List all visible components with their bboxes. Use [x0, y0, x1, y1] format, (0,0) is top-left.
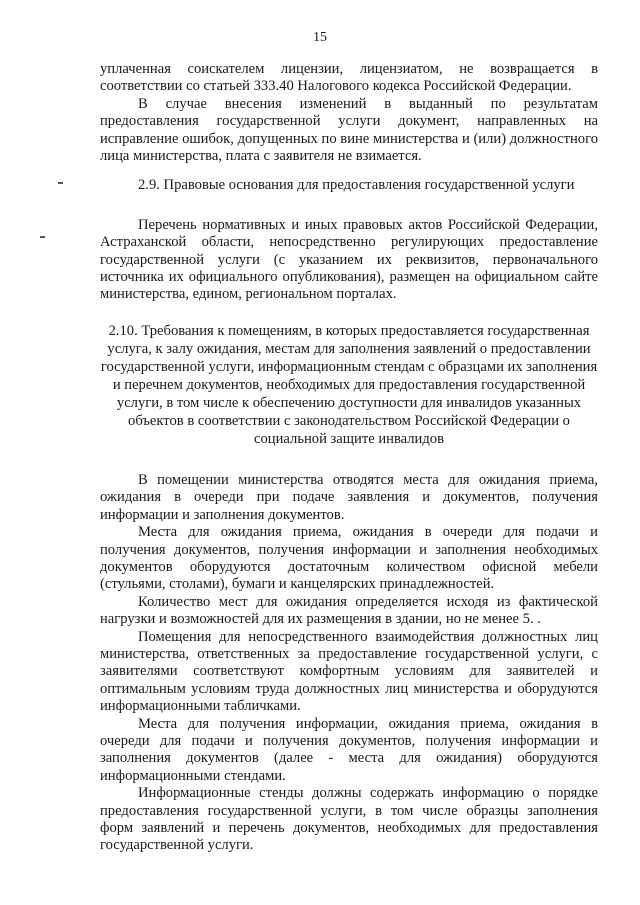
scan-mark — [58, 182, 63, 184]
paragraph: Места для ожидания приема, ожидания в очереди для подачи и получения документов, получения информации и заполнения необходимых документов оборудуются достаточным количеством офисной мебели (стульями, столами), бумаги и канцелярских принадлежностей. — [100, 524, 598, 593]
document-body — [100, 61, 598, 855]
paragraph: В случае внесения изменений в выданный по результатам предоставления государственной услуги документ, направленных на исправление ошибок, допущенных по вине министерства и (или) должностного лица министерства, плата с заявителя не взимается. — [100, 95, 598, 165]
paragraph: Места для получения информации, ожидания приема, ожидания в очереди для подачи и получения документов, получения информации и заполнения документов (далее - места для ожидания) оборудуются информационными стендами. — [100, 715, 598, 784]
section-heading-2-9: 2.9. Правовые основания для предоставления государственной услуги — [138, 177, 575, 194]
section-heading-2-10: 2.10. Требования к помещениям, в которых предоставляется государственная услуга, к залу ожидания, местам для заполнения заявлений о предоставлении государственной услуги, информационным стендам с образцами их заполнения и перечнем документов, необходимых для предоставления государственной услуги, в том числе к обеспечению доступности для инвалидов указанных объектов в соответствии с законодательством Российской Федерации о социальной защите инвалидов — [100, 322, 598, 447]
paragraph: Помещения для непосредственного взаимодействия должностных лиц министерства, ответственных за предоставление государственной услуги, с заявителями соответствуют комфортным условиям для заявителей и оптимальным условиям труда должностных лиц министерства и оборудуются информационными табличками. — [100, 628, 598, 715]
paragraph: уплаченная соискателем лицензии, лицензиатом, не возвращается в соответствии со статьей 333.40 Налогового кодекса Российской Федерации. — [100, 61, 598, 95]
paragraph: Количество мест для ожидания определяется исходя из фактической нагрузки и возможностей для их размещения в здании, но не менее 5. . — [100, 593, 598, 628]
scan-mark — [40, 236, 45, 238]
paragraph: В помещении министерства отводятся места для ожидания приема, ожидания в очереди при подаче заявления и документов, получения информации и заполнения документов. — [100, 471, 598, 523]
paragraph: Перечень нормативных и иных правовых актов Российской Федерации, Астраханской области, непосредственно регулирующих предоставление государственной услуги (с указанием их реквизитов, первоначального источника их официального опубликования), размещен на официальном сайте министерства, едином, региональном порталах. — [100, 216, 598, 303]
page-number: 15 — [313, 30, 327, 45]
paragraph: Информационные стенды должны содержать информацию о порядке предоставления государственной услуги, в том числе образцы заполнения форм заявлений и перечень документов, необходимых для предоставления государственной услуги. — [100, 785, 598, 854]
